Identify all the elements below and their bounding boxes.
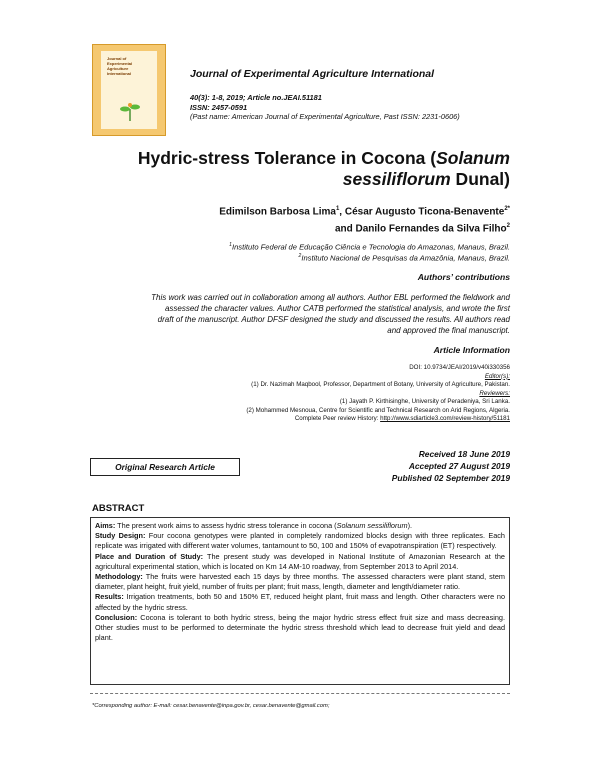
review-history-link[interactable]: http://www.sdiarticle3.com/review-history/51181 <box>380 415 510 422</box>
contributions-line: and approved the final manuscript. <box>387 326 510 335</box>
affiliation-1-text: Instituto Federal de Educação Ciência e Tecnologia do Amazonas, Manaus, Brazil. <box>231 242 510 252</box>
cover-title-line: Journal of <box>107 56 127 61</box>
review-history-label: Complete Peer review History: <box>294 415 381 422</box>
contributions-heading: Authors’ contributions <box>417 272 510 282</box>
journal-name: Journal of Experimental Agriculture International <box>190 68 435 80</box>
journal-issn: ISSN: 2457-0591 <box>190 103 248 112</box>
cover-panel <box>101 51 157 129</box>
design-label: Study Design: <box>95 531 146 541</box>
reviewer-2: (2) Mohammed Mesnoua, Centre for Scientific and Technical Research on Arid Regions, Algeria. <box>246 406 510 414</box>
author-3: Danilo Fernandes da Silva Filho <box>355 223 507 235</box>
place-label: Place and Duration of Study: <box>95 551 204 561</box>
abstract-place <box>95 552 505 572</box>
results-text: Irrigation treatments, both 50 and 150% ET, reduced height plant, fruit mass and length. Other characters were no affected by the hydric stress. <box>95 592 505 612</box>
abstract-heading: ABSTRACT <box>92 503 145 514</box>
contributions-line: assessed the character values. Author CATB performed the statistical analysis, and wrote the first <box>164 304 510 313</box>
title-species-epithet: sessiliflorum <box>342 169 451 189</box>
footnote-divider <box>90 693 510 694</box>
title-species-genus: Solanum <box>436 148 510 168</box>
contributions-text <box>90 292 510 336</box>
aims-end: ). <box>407 521 413 530</box>
contributions-line: This work was carried out in collaboration among all authors. Author EBL performed the fieldwork and <box>151 293 510 302</box>
author-list <box>219 202 510 237</box>
affiliation-1-sup: 1 <box>229 242 232 248</box>
reviewers-label: Reviewers: <box>479 389 510 397</box>
author-2: César Augusto Ticona-Benavente <box>344 206 505 218</box>
journal-citation: 40(3): 1-8, 2019; Article no.JEAI.51181 <box>190 93 322 102</box>
abstract-aims <box>95 521 505 531</box>
cover-title-line: Agriculture <box>107 66 129 71</box>
date-published: Published 02 September 2019 <box>391 473 510 483</box>
abstract-methodology <box>95 572 505 592</box>
place-text: The present study was developed in National Institute of Amazonian Research at the agricultural experimental station, which is located on Km 14 AM-10 roadway, from September 2013 to April 2014. <box>95 551 505 571</box>
aims-label: Aims: <box>95 521 116 530</box>
author-1: Edimilson Barbosa Lima <box>219 206 336 218</box>
title-part1: Hydric-stress Tolerance in Cocona ( <box>137 148 437 168</box>
author-and: and <box>334 223 356 235</box>
abstract-box <box>90 517 510 685</box>
abstract-conclusion <box>95 613 505 644</box>
editor-1: (1) Dr. Nazimah Maqbool, Professor, Department of Botany, University of Agriculture, Pakistan. <box>251 381 510 388</box>
date-accepted: Accepted 27 August 2019 <box>408 461 510 471</box>
article-type-badge: Original Research Article <box>90 458 240 476</box>
abstract-results <box>95 592 505 612</box>
journal-cover-image <box>92 44 166 136</box>
article-title <box>0 148 510 190</box>
article-info-heading: Article Information <box>433 345 510 355</box>
cover-title-line: Experimental <box>107 61 133 66</box>
aims-text: The present work aims to assess hydric stress tolerance in cocona ( <box>115 521 337 530</box>
abstract-design <box>95 531 505 551</box>
author-2-sup: 2* <box>504 206 510 212</box>
reviewer-1: (1) Jayath P. Kirthisinghe, University of Peradeniya, Sri Lanka. <box>339 398 510 405</box>
aims-species: Solanum sessiliflorum <box>336 521 408 530</box>
article-info-block <box>246 364 510 424</box>
title-part2: Dunal) <box>450 169 510 189</box>
author-sep: , <box>339 206 345 218</box>
plant-icon <box>117 101 143 121</box>
affiliation-2 <box>299 251 510 264</box>
author-1-sup: 1 <box>335 206 340 212</box>
results-label: Results: <box>95 592 124 602</box>
design-text: Four cocona genotypes were planted in completely randomized blocks design with three replicates. Each replicate was irrigated with different water volumes, tantamount to 50, 100 and 150% of evapotranspiration (ET) respectively. <box>95 531 505 551</box>
corresponding-author-footnote: *Corresponding author: E-mail: cesar.benavente@inpa.gov.br, cesar.benavente@gmail.com; <box>92 703 330 709</box>
article-dates <box>392 448 510 484</box>
author-3-sup: 2 <box>506 223 510 230</box>
editors-label: Editor(s): <box>484 372 510 380</box>
contributions-line: draft of the manuscript. Author DFSF designed the study and discussed the results. All authors read <box>157 315 510 324</box>
conclusion-text: Cocona is tolerant to both hydric stress, being the major hydric stress effect fruit size and mass decreasing. Other studies must to be performed to determinate the hydric stress threshold which lead to decrease fruit yield and dead plant. <box>95 612 505 643</box>
date-received: Received 18 June 2019 <box>418 449 510 459</box>
doi: DOI: 10.9734/JEAI/2019/v40i330356 <box>409 364 510 371</box>
affiliation-2-sup: 2 <box>298 253 302 259</box>
method-text: The fruits were harvested each 15 days by three months. The assessed characters were plant stand, stem diameter, plant height, fruit yield, number of fruits per plant; fruit mass, length, diameter and length/diameter ratio. <box>95 572 505 592</box>
method-label: Methodology: <box>95 572 143 582</box>
conclusion-label: Conclusion: <box>95 612 138 622</box>
affiliation-2-text: Instituto Nacional de Pesquisas da Amazônia, Manaus, Brazil. <box>301 253 510 263</box>
journal-past-name: (Past name: American Journal of Experimental Agriculture, Past ISSN: 2231-0606) <box>190 112 460 121</box>
cover-title-line: International <box>107 71 132 76</box>
